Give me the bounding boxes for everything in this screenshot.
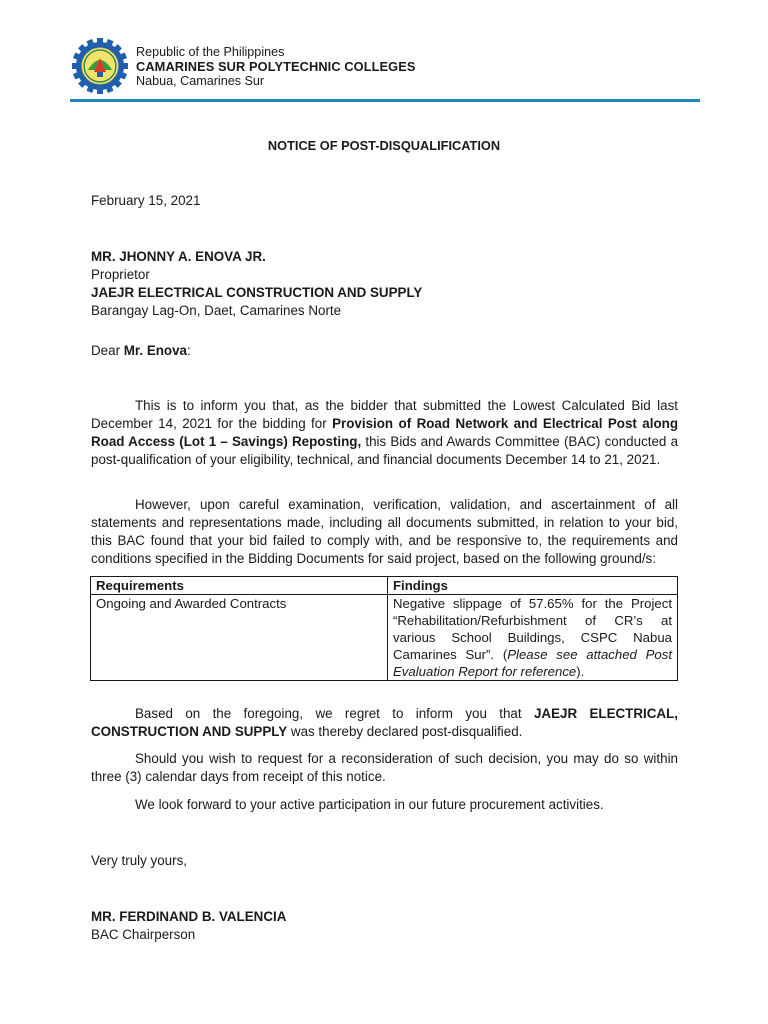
recipient-block <box>91 248 678 320</box>
salutation-name: Mr. Enova <box>123 343 188 358</box>
signature-block <box>91 908 678 944</box>
paragraph-reconsideration: Should you wish to request for a reconsideration of such decision, you may do so within three (3) calendar days from receipt of this notice. <box>91 751 678 784</box>
college-name: CAMARINES SUR POLYTECHNIC COLLEGES <box>136 58 416 74</box>
column-header-requirements: Requirements <box>91 577 388 595</box>
recipient-position: Proprietor <box>91 267 150 282</box>
finding-cell <box>388 595 678 681</box>
recipient-company: JAEJR ELECTRICAL CONSTRUCTION AND SUPPLY <box>91 285 423 300</box>
country-line: Republic of the Philippines <box>136 45 285 59</box>
decision-text-a: Based on the foregoing, we regret to inform you that <box>135 706 534 721</box>
table-row <box>91 595 678 681</box>
college-header <box>136 45 416 89</box>
salutation <box>91 342 678 360</box>
requirements-table <box>90 576 678 681</box>
paragraph-closing-note: We look forward to your active participation in our future procurement activities. <box>135 797 604 812</box>
closing-phrase: Very truly yours, <box>91 853 187 868</box>
recipient-name: MR. JHONNY A. ENOVA JR. <box>91 249 266 264</box>
column-header-findings: Findings <box>388 577 678 595</box>
signatory-name: MR. FERDINAND B. VALENCIA <box>91 909 287 924</box>
paragraph-findings: However, upon careful examination, verification, validation, and ascertainment of all statements and representations made, including all documents submitted, in relation to your bid, this BAC found that your bid failed to comply with, and be responsive to, the requirements and conditions specified in the Bidding Documents for said project, based on the following ground/s: <box>91 497 678 566</box>
notice-title: NOTICE OF POST-DISQUALIFICATION <box>267 138 501 153</box>
disqualified-company: JAEJR ELECTRICAL, CONSTRUCTION AND SUPPLY <box>91 706 678 739</box>
decision-text-b: was thereby declared post-disqualified. <box>287 724 523 739</box>
salutation-prefix: Dear <box>91 343 124 358</box>
finding-end: ). <box>576 664 585 679</box>
paragraph-intro <box>91 397 678 469</box>
header-divider <box>70 99 700 102</box>
intro-text-a: This is to inform you that, as the bidder that submitted the Lowest Calculated Bid last December 14, 2021 for the bidding for <box>91 398 678 431</box>
recipient-address: Barangay Lag-On, Daet, Camarines Norte <box>91 303 342 318</box>
finding-reference: Please see attached Post Evaluation Report for reference <box>393 647 673 679</box>
salutation-suffix: : <box>187 343 191 358</box>
paragraph-decision <box>91 705 678 741</box>
project-name: Provision of Road Network and Electrical Post along Road Access (Lot 1 – Savings) Reposting, <box>91 416 678 449</box>
finding-text: Negative slippage of 57.65% for the Project “Rehabilitation/Refurbishment of CR’s at various School Buildings, CSPC Nabua Camarines Sur”. ( <box>393 596 672 662</box>
table-header-row <box>91 577 678 595</box>
signatory-position: BAC Chairperson <box>91 927 196 942</box>
intro-text-b: this Bids and Awards Committee (BAC) conducted a post-qualification of your eligibility, technical, and financial documents December 14 to 21, 2021. <box>91 434 679 467</box>
college-location: Nabua, Camarines Sur <box>136 74 265 88</box>
requirement-cell: Ongoing and Awarded Contracts <box>91 595 388 681</box>
college-seal-logo <box>70 36 130 96</box>
letter-date: February 15, 2021 <box>91 193 201 208</box>
